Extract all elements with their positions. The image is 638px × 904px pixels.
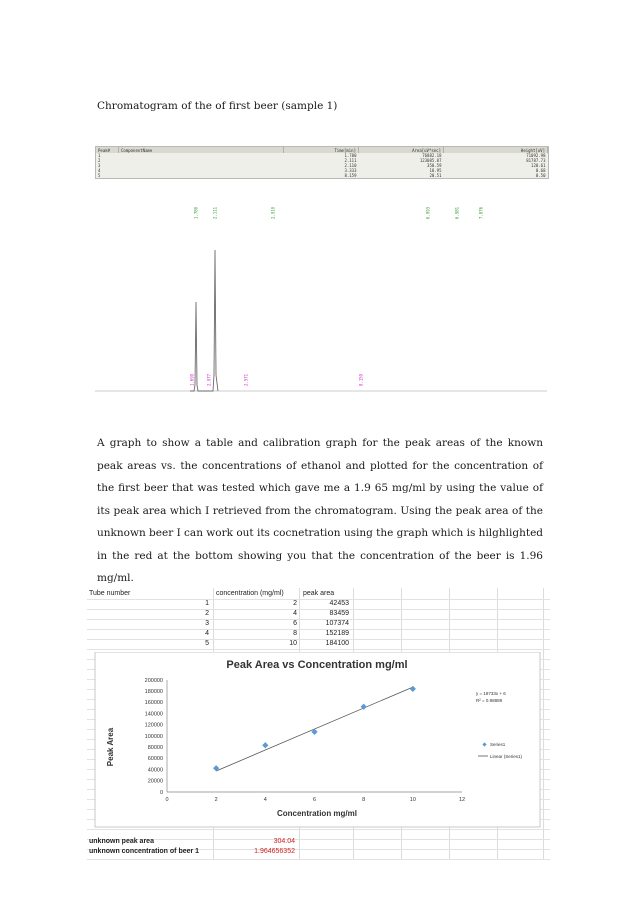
concentration-cell: 4	[293, 610, 297, 617]
peak-cell: 2	[98, 158, 101, 163]
y-tick-label: 40000	[147, 767, 163, 774]
peak-cell: 18.95	[429, 168, 442, 173]
peak-cell: 71092.98	[526, 153, 546, 158]
peak-area-cell: 152189	[325, 630, 349, 637]
peak-area-cell: 42453	[329, 600, 349, 607]
col-peak: Peak#	[96, 147, 119, 153]
peak-cell: 123085.87	[419, 158, 442, 163]
header-tube-number: Tube number	[89, 590, 131, 597]
x-tick-label: 8	[362, 797, 366, 803]
peak-cell: 2.111	[344, 158, 357, 163]
header-concentration: concentration (mg/ml)	[216, 590, 284, 597]
chromatogram-peaks	[190, 250, 218, 391]
green-retention-label: 2.111	[212, 206, 218, 219]
y-axis-label: Peak Area	[106, 727, 115, 767]
col-area: Area[uV*sec]	[359, 147, 444, 153]
chromatogram-plot	[95, 195, 547, 400]
unknown-peak-label: unknown peak area	[89, 838, 154, 845]
y-tick-label: 0	[159, 789, 163, 796]
magenta-retention-label: 8.159	[358, 373, 364, 386]
y-tick-label: 120000	[144, 722, 163, 729]
legend-linear: Linear (Series1)	[490, 754, 523, 759]
y-tick-label: 160000	[144, 700, 163, 707]
magenta-retention-label: 1.699	[189, 373, 195, 386]
chromatogram-caption: Chromatogram of the of first beer (sample 1)	[97, 100, 338, 112]
peak-cell	[119, 173, 284, 178]
header-peak-area: peak area	[303, 590, 335, 597]
x-tick-label: 4	[263, 797, 267, 803]
y-tick-label: 100000	[144, 733, 163, 740]
tube-number-cell: 5	[205, 640, 209, 647]
unknown-conc-value: 1.964656352	[254, 848, 295, 855]
trend-equation: y = 18733x + 6	[476, 691, 506, 696]
peak-cell: 1	[98, 153, 101, 158]
description-paragraph	[97, 432, 543, 590]
peak-cell: 0.50	[535, 173, 546, 178]
unknown-peak-value: 304.04	[273, 838, 295, 845]
unknown-conc-label: unknown concentration of beer 1	[89, 848, 200, 855]
tube-number-cell: 2	[205, 610, 209, 617]
chromatogram-peak-table	[95, 146, 549, 179]
peak-cell: 81787.73	[526, 158, 546, 163]
peak-cell: 4	[98, 168, 101, 173]
col-component: ComponentName	[119, 147, 284, 153]
x-tick-label: 6	[312, 797, 317, 803]
concentration-cell: 8	[293, 630, 297, 637]
peak-cell: 120.61	[531, 163, 546, 168]
peak-row	[96, 173, 548, 178]
trend-r2: R² = 0.98889	[476, 698, 503, 703]
peak-cell: 76882.18	[422, 153, 442, 158]
green-retention-label: 6.981	[454, 206, 460, 219]
tube-number-cell: 4	[205, 630, 209, 637]
magenta-retention-label: 2.077	[206, 373, 212, 386]
green-retention-label: 1.780	[193, 206, 199, 219]
y-tick-label: 180000	[144, 689, 163, 695]
retention-labels-green	[194, 206, 484, 219]
y-tick-label: 140000	[144, 711, 163, 718]
green-retention-label: 7.876	[478, 206, 484, 219]
concentration-cell: 10	[289, 640, 297, 647]
peak-cell: 350.59	[427, 163, 442, 168]
x-tick-label: 2	[214, 797, 218, 803]
peak-cell: 0.68	[535, 168, 546, 173]
peak-cell: 20.51	[429, 173, 442, 178]
col-height: Height[uV]	[444, 147, 548, 153]
peak-cell: 5	[98, 173, 101, 178]
y-tick-label: 80000	[147, 745, 163, 751]
x-tick-label: 12	[458, 797, 466, 803]
peak-cell: 8.159	[344, 173, 357, 178]
concentration-cell: 2	[293, 600, 297, 607]
peak-cell: 3.333	[344, 168, 357, 173]
col-time: Time[min]	[284, 147, 359, 153]
y-tick-label: 20000	[147, 778, 163, 785]
peak-area-cell: 107374	[325, 620, 349, 627]
tube-number-cell: 1	[205, 600, 209, 607]
peak-area-cell: 83459	[329, 610, 349, 617]
green-retention-label: 2.910	[270, 206, 276, 219]
peak-cell: 1.780	[344, 153, 357, 158]
peak-cell: 3	[98, 163, 101, 168]
peak-cell: 2.110	[344, 163, 357, 168]
legend-series1: Series1	[490, 742, 506, 747]
tube-number-cell: 3	[205, 620, 209, 627]
x-tick-label: 10	[409, 797, 416, 803]
x-axis-label: Concentration mg/ml	[276, 809, 358, 818]
green-retention-label: 6.093	[425, 206, 431, 219]
concentration-cell: 6	[293, 620, 297, 627]
calibration-chart	[87, 652, 550, 828]
magenta-retention-label: 2.571	[243, 373, 249, 386]
peak-area-cell: 184100	[325, 640, 349, 647]
x-tick-label: 0	[165, 797, 169, 803]
y-tick-label: 200000	[144, 677, 163, 684]
chart-title: Peak Area vs Concentration mg/ml	[226, 659, 408, 671]
y-tick-label: 60000	[147, 756, 163, 763]
chromatogram-trace	[190, 250, 218, 391]
paragraph-text: A graph to show a table and calibration graph for the peak areas of the known peak areas vs. the concentrations of ethanol and plotted for the concentration of the first beer that was tested which gave me a 1.9 65 mg/ml by using the value of its peak area which I retrieved from the chromatogram. Using the peak area of the unknown beer I can work out its cocnetration using the graph which is hilghlighted in the red at the bottom showing you that the concentration of the beer is 1.96 mg/ml.	[97, 437, 543, 584]
calibration-spreadsheet	[87, 588, 550, 860]
